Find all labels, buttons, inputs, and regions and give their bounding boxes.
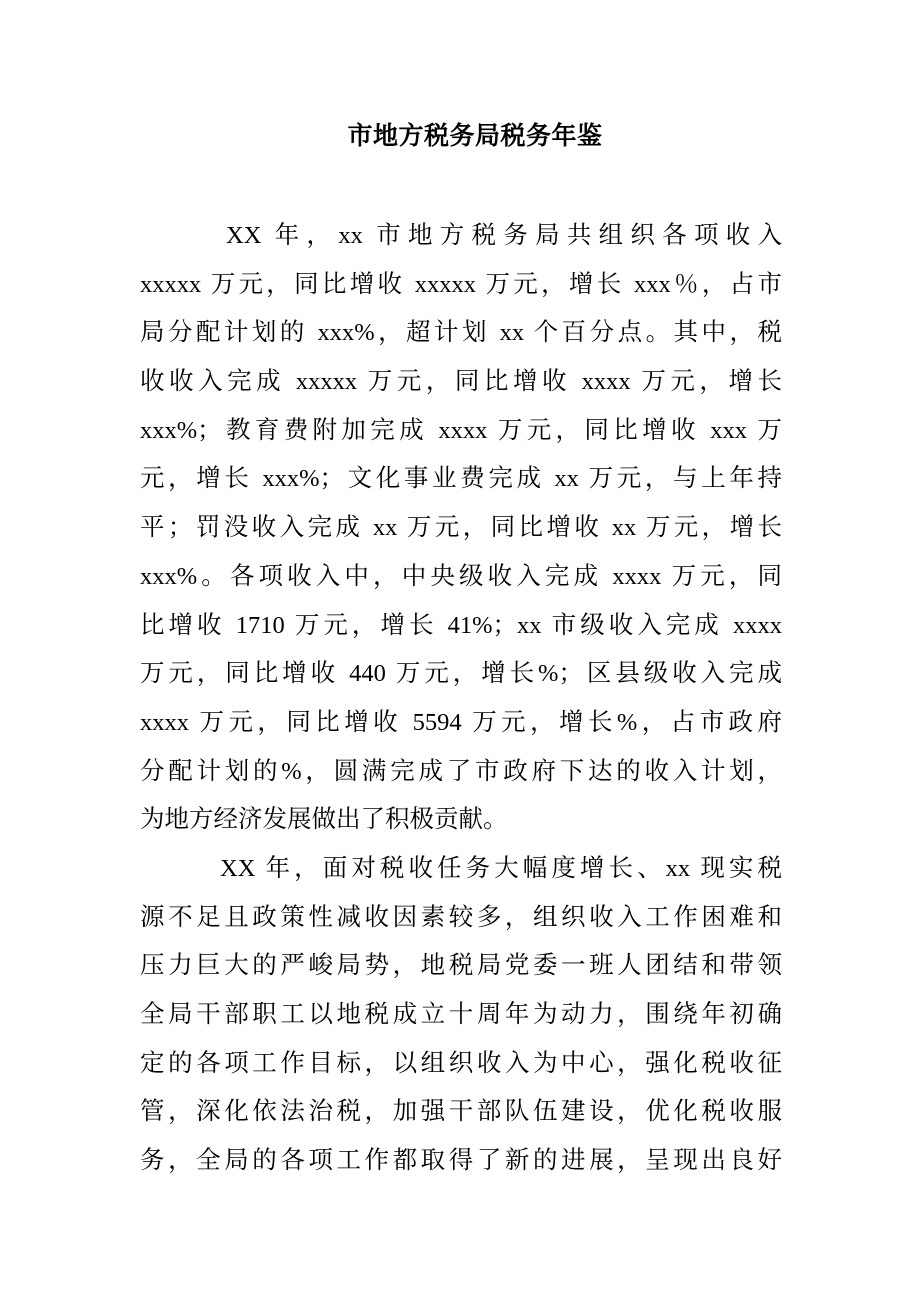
- text-line: xxxx 万元，同比增收 5594 万元，增长%，占市政府: [140, 708, 782, 736]
- text-line: 全局干部职工以地税成立十周年为动力，围绕年初确: [140, 1001, 782, 1028]
- text-line: 务，全局的各项工作都取得了新的进展，呈现出良好: [140, 1147, 782, 1175]
- text-line: xxxxx 万元，同比增收 xxxxx 万元，增长 xxx％，占市: [140, 270, 782, 298]
- text-line: xxx%；教育费附加完成 xxxx 万元，同比增收 xxx 万: [140, 416, 782, 444]
- text-line: 平；罚没收入完成 xx 万元，同比增收 xx 万元，增长: [140, 514, 782, 542]
- text-line: 源不足且政策性减收因素较多，组织收入工作困难和: [140, 903, 782, 931]
- document-title: 市地方税务局税务年鉴: [347, 121, 603, 150]
- text-line: 分配计划的%，圆满完成了市政府下达的收入计划，: [140, 757, 782, 785]
- text-line: 定的各项工作目标，以组织收入为中心，强化税收征: [140, 1049, 782, 1077]
- text-line: 收收入完成 xxxxx 万元，同比增收 xxxx 万元，增长: [140, 368, 782, 396]
- text-line: 元，增长 xxx%；文化事业费完成 xx 万元，与上年持: [140, 465, 782, 493]
- paragraph-2: [140, 845, 782, 1186]
- text-line: 压力巨大的严峻局势，地税局党委一班人团结和带领: [140, 952, 782, 980]
- text-line: 为地方经济发展做出了积极贡献。: [140, 806, 508, 834]
- text-line: 局分配计划的 xxx%，超计划 xx 个百分点。其中，税: [140, 319, 782, 347]
- paragraph-1: [140, 212, 782, 845]
- text-line: 万元，同比增收 440 万元，增长%；区县级收入完成: [140, 660, 782, 688]
- text-line: XX 年，面对税收任务大幅度增长、xx 现实税: [220, 854, 782, 882]
- document-body: [140, 212, 782, 1186]
- text-line: 管，深化依法治税，加强干部队伍建设，优化税收服: [140, 1098, 782, 1126]
- text-line: xxx%。各项收入中，中央级收入完成 xxxx 万元，同: [140, 562, 782, 590]
- text-line: 比增收 1710 万元，增长 41%；xx 市级收入完成 xxxx: [140, 611, 782, 639]
- text-line: XX 年，xx 市地方税务局共组织各项收入: [226, 222, 782, 249]
